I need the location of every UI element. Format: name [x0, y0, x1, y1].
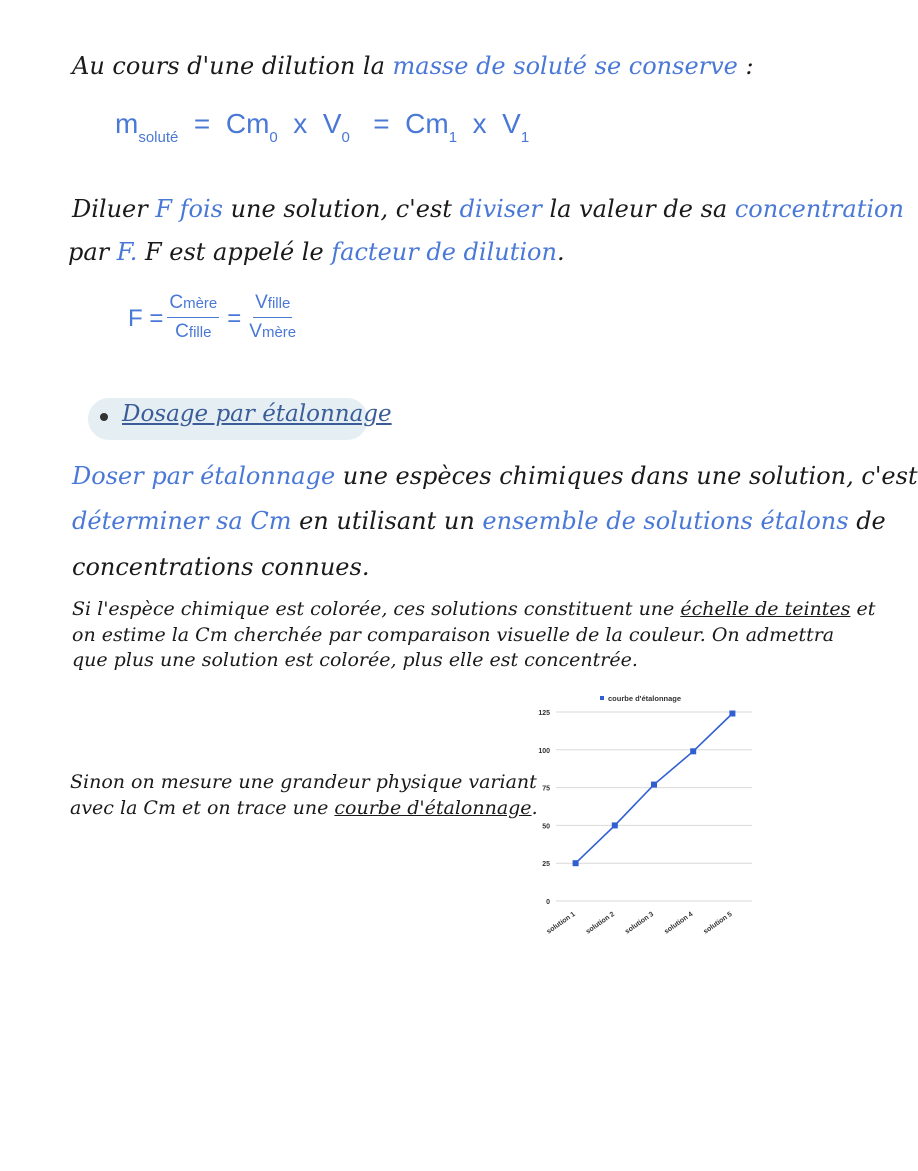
highlight-text: masse de soluté se conserve — [392, 52, 738, 80]
text: Si l'espèce chimique est colorée, ces solutions constituent une — [72, 598, 681, 620]
note-line: on estime la Cm cherchée par comparaison visuelle de la couleur. On admettra — [72, 623, 835, 646]
highlight-text: ensemble de solutions étalons — [482, 507, 849, 535]
note-line — [70, 796, 538, 822]
text: en utilisant un — [291, 507, 483, 535]
highlight-text: facteur de dilution — [331, 238, 557, 266]
text: F est appelé le — [137, 238, 332, 266]
text: une espèces chimiques dans une solution, c'est — [335, 462, 918, 490]
x-tick-label: solution 5 — [702, 910, 734, 936]
highlight-text: diviser — [459, 195, 542, 223]
text: Au cours d'une dilution la — [72, 52, 393, 80]
symbol: F = — [128, 304, 164, 332]
highlight-text: F. — [116, 238, 138, 266]
data-point — [612, 822, 618, 828]
symbol: C — [169, 292, 184, 313]
symbol: x — [472, 108, 487, 139]
text: avec la Cm et on trace une — [70, 796, 335, 819]
y-tick-label: 25 — [542, 861, 550, 869]
text: la valeur de sa — [541, 195, 735, 223]
bullet-icon — [100, 413, 108, 421]
y-tick-label: 100 — [538, 747, 550, 755]
highlight-text: F fois — [155, 195, 223, 223]
intro-line — [72, 52, 754, 81]
symbol: Cm — [405, 108, 449, 139]
subscript: 0 — [269, 129, 278, 146]
symbol: V — [255, 292, 268, 313]
data-point — [729, 711, 735, 717]
y-tick-label: 75 — [542, 785, 550, 793]
subscript: fille — [188, 324, 212, 341]
symbol: = — [373, 108, 390, 139]
assay-line-2 — [72, 507, 886, 536]
volume-ratio — [249, 290, 296, 347]
symbol: C — [175, 321, 189, 342]
highlight-text: concentration — [734, 195, 904, 223]
mass-formula — [115, 108, 530, 146]
color-scale-note — [72, 597, 875, 674]
subscript: 1 — [448, 129, 458, 146]
text: . — [531, 796, 538, 819]
subscript: 1 — [520, 129, 530, 146]
symbol: x — [293, 108, 308, 139]
x-tick-label: solution 4 — [663, 910, 695, 936]
x-tick-label: solution 2 — [584, 910, 616, 936]
symbol: V — [322, 108, 342, 139]
y-tick-label: 125 — [538, 710, 550, 717]
subscript: mère — [261, 324, 297, 341]
text: par — [68, 238, 117, 266]
text: et — [850, 598, 876, 620]
y-tick-label: 50 — [542, 823, 550, 831]
data-point — [690, 748, 696, 754]
note-line: Sinon on mesure une grandeur physique variant — [70, 771, 537, 793]
highlight-text: Doser par étalonnage — [72, 462, 336, 490]
text: une solution, c'est — [222, 195, 460, 223]
symbol: V — [249, 321, 262, 342]
dilution-line-2 — [68, 238, 565, 267]
text: . — [556, 238, 565, 266]
highlight-text: déterminer sa Cm — [72, 507, 292, 535]
text: : — [737, 52, 754, 80]
text: de — [848, 507, 886, 535]
symbol: = — [227, 304, 242, 332]
underlined-text: courbe d'étalonnage — [334, 796, 532, 819]
legend-label: courbe d'étalonnage — [608, 694, 682, 703]
section-title: Dosage par étalonnage — [122, 401, 392, 427]
symbol: V — [502, 108, 521, 139]
subscript: fille — [267, 295, 291, 312]
note-line — [72, 597, 875, 623]
note-line: que plus une solution est colorée, plus elle est concentrée. — [72, 649, 638, 672]
underlined-text: échelle de teintes — [680, 598, 851, 620]
concentration-ratio — [167, 290, 219, 347]
legend-marker — [600, 696, 604, 700]
symbol: = — [193, 108, 211, 139]
symbol: Cm — [225, 108, 270, 139]
assay-line-1 — [72, 462, 918, 491]
assay-line-3 — [72, 553, 369, 582]
symbol: m — [115, 108, 139, 139]
dilution-factor-formula — [128, 290, 296, 347]
subscript: mère — [183, 295, 218, 312]
x-tick-label: solution 1 — [545, 910, 577, 936]
calibration-chart — [520, 690, 770, 950]
text: concentrations connues. — [72, 553, 370, 581]
series-line — [576, 714, 733, 864]
data-point — [573, 860, 579, 866]
data-point — [651, 782, 657, 788]
dilution-line-1 — [72, 195, 904, 224]
y-tick-label: 0 — [546, 899, 550, 906]
subscript: soluté — [138, 129, 179, 146]
x-tick-label: solution 3 — [624, 910, 656, 936]
calibration-note — [70, 770, 538, 821]
subscript: 0 — [341, 129, 350, 146]
text: Diluer — [72, 195, 156, 223]
